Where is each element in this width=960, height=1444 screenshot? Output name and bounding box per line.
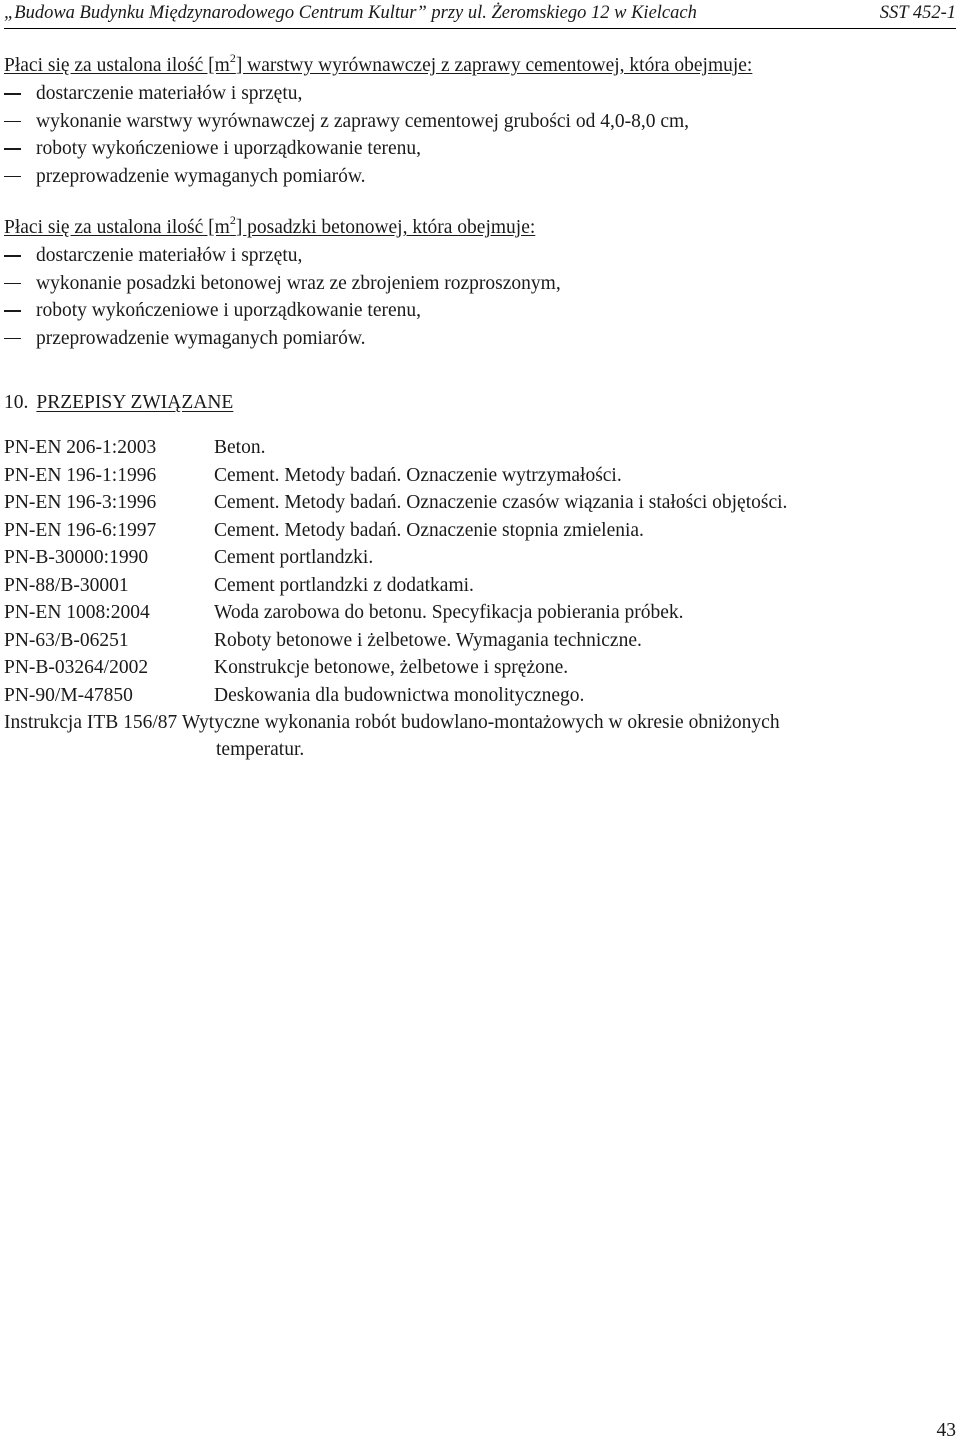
standard-code: PN-EN 196-6:1997 bbox=[4, 519, 157, 541]
standard-code: PN-EN 196-3:1996 bbox=[4, 492, 157, 513]
dash-bullet-icon bbox=[4, 148, 21, 150]
dash-bullet-icon bbox=[4, 176, 21, 178]
dash-bullet-icon bbox=[4, 310, 21, 312]
standard-description: Cement portlandzki. bbox=[214, 547, 374, 568]
header-spec-code: SST 452-1 bbox=[879, 3, 956, 23]
section-heading bbox=[4, 392, 233, 414]
list-item: wykonanie warstwy wyrównawczej z zaprawy cementowej grubości od 4,0-8,0 cm, bbox=[4, 108, 956, 136]
page-number: 43 bbox=[936, 1420, 956, 1441]
list-item: dostarczenie materiałów i sprzętu, bbox=[4, 242, 956, 270]
standard-code: PN-88/B-30001 bbox=[4, 574, 129, 596]
page-header bbox=[4, 2, 956, 29]
section-title: PRZEPISY ZWIĄZANE bbox=[36, 392, 234, 413]
payment-intro: Płaci się za ustalona ilość $[m^2]$ posadzki betonowej, która obejmuje: bbox=[4, 213, 536, 238]
instruction-line-continued: temperatur. bbox=[216, 739, 305, 760]
standard-code: PN-B-30000:1990 bbox=[4, 547, 149, 568]
table-row bbox=[4, 627, 642, 655]
dash-bullet-icon bbox=[4, 338, 21, 340]
list-item: dostarczenie materiałów i sprzętu, bbox=[4, 80, 956, 108]
table-row bbox=[4, 462, 622, 490]
standard-description: Beton. bbox=[214, 437, 266, 458]
standard-code: PN-90/M-47850 bbox=[4, 684, 133, 706]
instruction-line: Instrukcja ITB 156/87 Wytyczne wykonania robót budowlano-montażowych w okresie obniżonych bbox=[4, 712, 780, 733]
standard-description: Cement portlandzki z dodatkami. bbox=[214, 574, 474, 596]
standard-code: PN-EN 1008:2004 bbox=[4, 602, 150, 623]
standard-code: PN-EN 206-1:2003 bbox=[4, 437, 157, 458]
payment-section-leveling bbox=[4, 52, 956, 190]
standard-code: PN-B-03264/2002 bbox=[4, 657, 149, 678]
standard-description: Cement. Metody badań. Oznaczenie czasów wiązania i stałości objętości. bbox=[214, 492, 788, 513]
table-row bbox=[4, 544, 373, 572]
table-row bbox=[4, 682, 584, 710]
table-row bbox=[4, 434, 265, 462]
section-number: 10. bbox=[4, 392, 29, 413]
list-item: przeprowadzenie wymaganych pomiarów. bbox=[4, 163, 956, 191]
table-row bbox=[4, 654, 568, 682]
payment-section-floor bbox=[4, 214, 956, 352]
standard-description: Roboty betonowe i żelbetowe. Wymagania techniczne. bbox=[214, 629, 642, 651]
dash-bullet-icon bbox=[4, 93, 21, 95]
list-item: roboty wykończeniowe i uporządkowanie terenu, bbox=[4, 135, 956, 163]
standard-description: Cement. Metody badań. Oznaczenie wytrzymałości. bbox=[214, 464, 622, 486]
standard-code: PN-63/B-06251 bbox=[4, 629, 129, 651]
table-row bbox=[4, 517, 644, 545]
table-row bbox=[4, 489, 787, 517]
standard-description: Cement. Metody badań. Oznaczenie stopnia zmielenia. bbox=[214, 519, 644, 541]
standard-description: Deskowania dla budownictwa monolitycznego. bbox=[214, 684, 585, 706]
standard-code: PN-EN 196-1:1996 bbox=[4, 464, 157, 486]
list-item: przeprowadzenie wymaganych pomiarów. bbox=[4, 325, 956, 353]
standard-description: Woda zarobowa do betonu. Specyfikacja pobierania próbek. bbox=[214, 602, 684, 623]
dash-bullet-icon bbox=[4, 283, 21, 285]
table-row bbox=[4, 572, 474, 600]
table-row bbox=[4, 599, 684, 627]
list-item: roboty wykończeniowe i uporządkowanie terenu, bbox=[4, 297, 956, 325]
standard-description: Konstrukcje betonowe, żelbetowe i sprężone. bbox=[214, 657, 569, 678]
dash-bullet-icon bbox=[4, 255, 21, 257]
list-item: wykonanie posadzki betonowej wraz ze zbrojeniem rozproszonym, bbox=[4, 270, 956, 298]
header-title: „Budowa Budynku Międzynarodowego Centrum Kultur” przy ul. Żeromskiego 12 w Kielcach bbox=[4, 3, 697, 23]
payment-intro: Płaci się za ustalona ilość $[m^2]$ warstwy wyrównawczej z zaprawy cementowej, która obejmuje: bbox=[4, 51, 753, 76]
dash-bullet-icon bbox=[4, 121, 21, 123]
